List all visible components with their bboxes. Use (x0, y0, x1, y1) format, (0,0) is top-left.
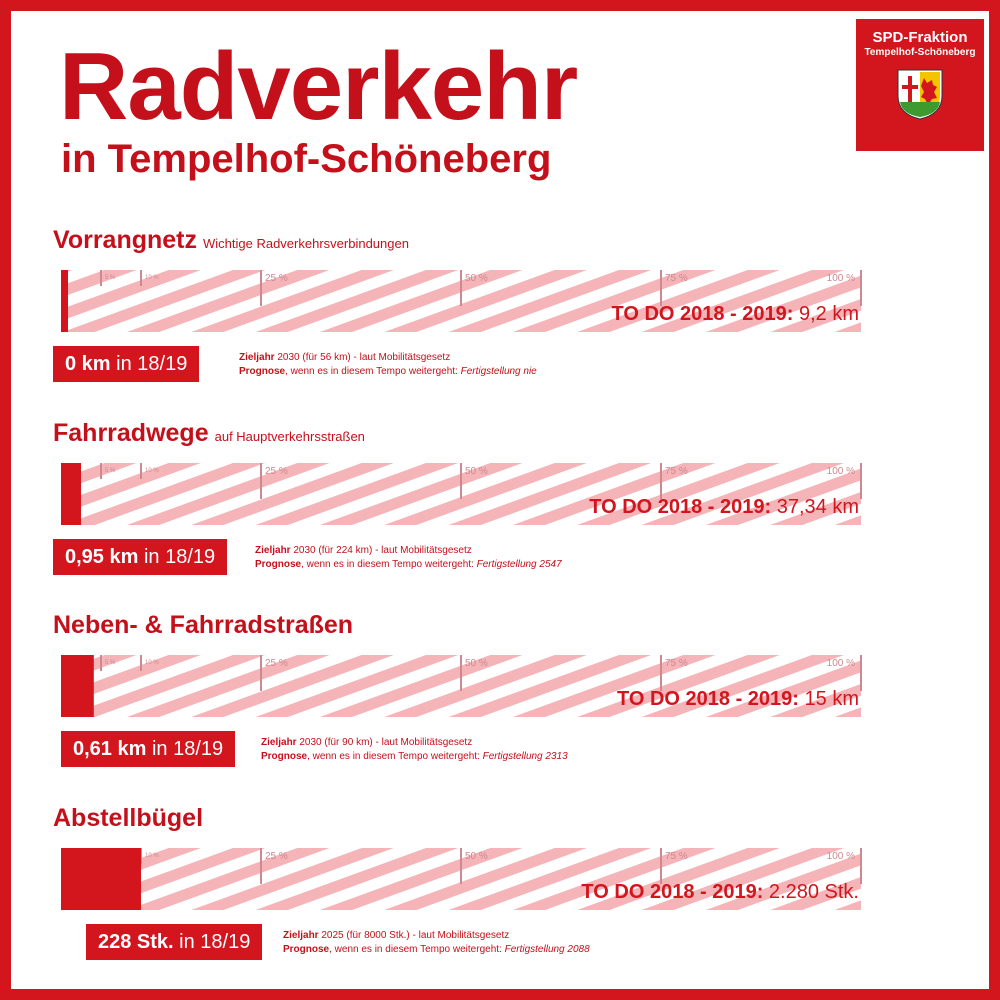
prognose-result: Fertigstellung 2547 (476, 559, 562, 570)
page-title: Radverkehr (59, 33, 578, 140)
tick-label: 75 % (665, 658, 688, 669)
achieved-value: 0,61 km (73, 738, 147, 760)
zieljahr-text: 2025 (für 8000 Stk.) - laut Mobilitätsgesetz (321, 930, 510, 941)
prognose-line (239, 365, 537, 379)
section-vorrangnetz (11, 226, 1000, 411)
prognose-result: Fertigstellung 2088 (504, 944, 590, 955)
progress-bar-chart (51, 266, 871, 356)
tick-label: 25 % (265, 851, 288, 862)
tick-label: 100 % (826, 466, 855, 477)
coat-of-arms-icon (895, 68, 945, 120)
achieved-suffix: in 18/19 (143, 546, 216, 568)
section-fahrradwege (11, 419, 1000, 604)
achieved-value: 228 Stk. (98, 931, 174, 953)
section-title: Neben- & Fahrradstraßen (53, 611, 354, 639)
section-heading (53, 226, 409, 255)
section-title: Fahrradwege (53, 419, 209, 447)
prognose-text: , wenn es in diesem Tempo weitergeht: (285, 366, 461, 377)
section-subtitle: auf Hauptverkehrsstraßen (214, 429, 365, 444)
todo-text (611, 303, 859, 325)
todo-label: TO DO 2018 - 2019: (611, 303, 794, 325)
prognose-label: Prognose (255, 559, 302, 570)
zieljahr-label: Zieljahr (255, 545, 291, 556)
todo-label: TO DO 2018 - 2019: (581, 881, 764, 903)
prognose-text: , wenn es in diesem Tempo weitergeht: (329, 944, 505, 955)
tick-label: 100 % (826, 658, 855, 669)
result-badge (86, 924, 262, 960)
tick-label: 75 % (665, 466, 688, 477)
section-title: Abstellbügel (53, 804, 204, 832)
zieljahr-line (261, 736, 568, 750)
section-title: Vorrangnetz (53, 226, 197, 254)
section-heading (53, 419, 365, 448)
zieljahr-text: 2030 (für 224 km) - laut Mobilitätsgesetz (293, 545, 472, 556)
tick-label: 100 % (826, 851, 855, 862)
prognose-result: Fertigstellung nie (460, 366, 537, 377)
achieved-suffix: in 18/19 (116, 353, 188, 375)
progress-bar-chart (51, 651, 871, 741)
tick-label: 50 % (465, 273, 488, 284)
tick-label: 25 % (265, 273, 288, 284)
result-badge (53, 539, 227, 575)
tick-label: 10 % (145, 660, 159, 666)
section-subtitle: Wichtige Radverkehrsverbindungen (203, 236, 409, 251)
prognose-text: , wenn es in diesem Tempo weitergeht: (301, 559, 477, 570)
zieljahr-label: Zieljahr (261, 737, 297, 748)
tick-label: 10 % (145, 853, 159, 859)
page-subtitle: in Tempelhof-Schöneberg (61, 137, 552, 181)
logo-line-1: SPD-Fraktion (872, 29, 968, 46)
result-badge (53, 346, 199, 382)
achieved-suffix: in 18/19 (179, 931, 251, 953)
prognose-text: , wenn es in diesem Tempo weitergeht: (307, 751, 483, 762)
progress-bar-chart (51, 459, 871, 549)
result-badge (61, 731, 235, 767)
notes (283, 929, 590, 957)
tick-label: 25 % (265, 466, 288, 477)
prognose-label: Prognose (261, 751, 308, 762)
section-heading (53, 804, 203, 833)
todo-value: 9,2 km (793, 303, 859, 325)
tick-label: 25 % (265, 658, 288, 669)
tick-label: 75 % (665, 851, 688, 862)
tick-label: 75 % (665, 273, 688, 284)
todo-value: 15 km (798, 688, 859, 710)
tick-label: 100 % (826, 273, 855, 284)
achieved-bar (61, 463, 81, 525)
achieved-bar (61, 848, 141, 910)
achieved-value: 0 km (65, 353, 111, 375)
todo-label: TO DO 2018 - 2019: (617, 688, 799, 710)
todo-text (581, 881, 859, 903)
todo-value: 2.280 Stk. (763, 881, 859, 903)
notes (239, 351, 537, 379)
section-nebenstrassen (11, 611, 1000, 796)
logo (856, 19, 984, 151)
notes (255, 544, 562, 572)
todo-value: 37,34 km (771, 496, 859, 518)
achieved-suffix: in 18/19 (151, 738, 224, 760)
tick-label: 5 % (105, 660, 116, 666)
zieljahr-label: Zieljahr (239, 352, 275, 363)
tick-label: 50 % (465, 658, 488, 669)
zieljahr-line (283, 929, 590, 943)
achieved-bar (61, 655, 94, 717)
zieljahr-line (255, 544, 562, 558)
section-abstellbuegel (11, 804, 1000, 989)
logo-line-2: Tempelhof-Schöneberg (864, 47, 976, 58)
prognose-line (283, 943, 590, 957)
achieved-value: 0,95 km (65, 546, 139, 568)
progress-bar-chart (51, 844, 871, 934)
zieljahr-label: Zieljahr (283, 930, 319, 941)
prognose-label: Prognose (283, 944, 330, 955)
notes (261, 736, 568, 764)
zieljahr-text: 2030 (für 56 km) - laut Mobilitätsgesetz (277, 352, 451, 363)
achieved-bar (61, 270, 68, 332)
tick-label: 10 % (145, 468, 159, 474)
tick-label: 10 % (145, 275, 159, 281)
zieljahr-text: 2030 (für 90 km) - laut Mobilitätsgesetz (299, 737, 473, 748)
prognose-line (255, 558, 562, 572)
todo-text (589, 496, 859, 518)
prognose-result: Fertigstellung 2313 (482, 751, 568, 762)
tick-label: 50 % (465, 466, 488, 477)
prognose-label: Prognose (239, 366, 286, 377)
section-heading (53, 611, 353, 640)
tick-label: 5 % (105, 468, 116, 474)
zieljahr-line (239, 351, 537, 365)
tick-label: 50 % (465, 851, 488, 862)
tick-label: 5 % (105, 275, 116, 281)
todo-label: TO DO 2018 - 2019: (589, 496, 772, 518)
todo-text (617, 688, 859, 710)
prognose-line (261, 750, 568, 764)
